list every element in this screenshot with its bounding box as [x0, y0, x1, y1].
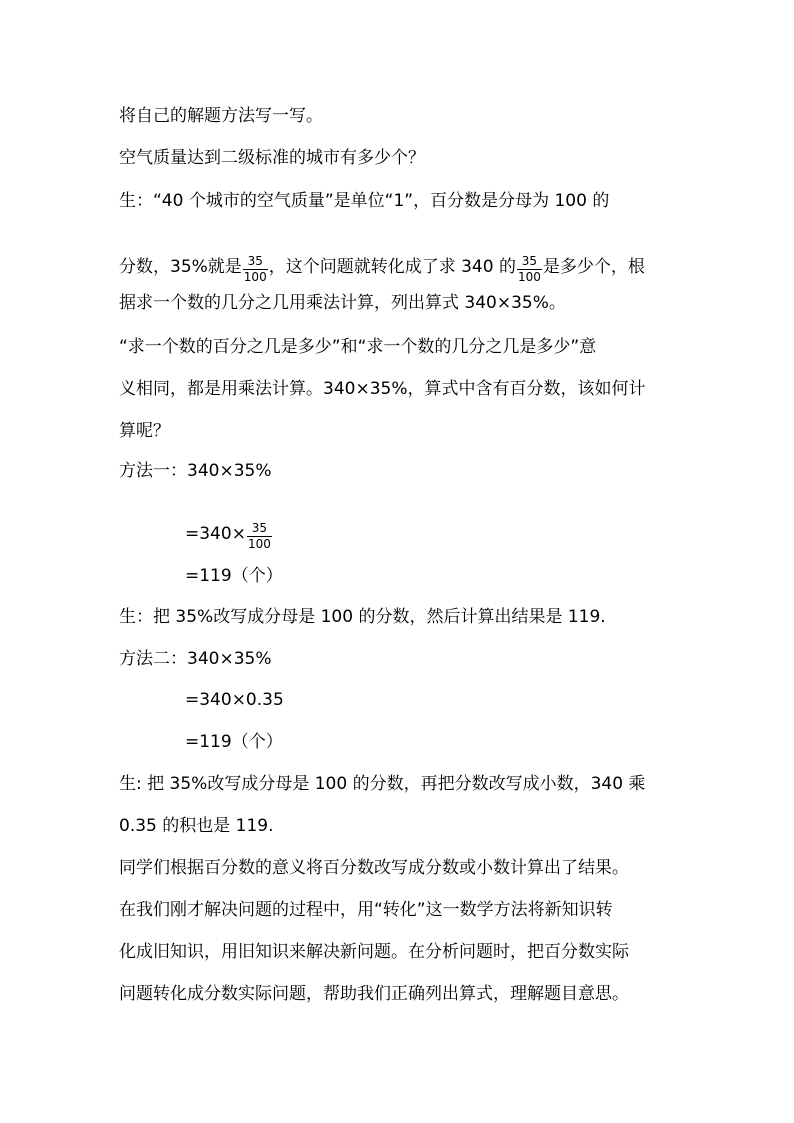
paragraph-line: 生: 把 35%改写成分母是 100 的分数，再把分数改写成小数，340 乘 — [119, 774, 646, 794]
fraction — [517, 255, 542, 284]
equation-step: =340×0.35 — [185, 690, 284, 710]
paragraph-line: 0.35 的积也是 119. — [119, 816, 274, 836]
fraction-denominator: 100 — [517, 270, 541, 284]
fraction-denominator: 100 — [243, 270, 267, 284]
fraction-numerator: 35 — [247, 522, 272, 537]
paragraph-line: 生：“40 个城市的空气质量”是单位“1”，百分数是分母为 100 的 — [119, 191, 610, 211]
paragraph-line: 化成旧知识，用旧知识来解决新问题。在分析问题时，把百分数实际 — [119, 942, 629, 962]
text-segment: ，这个问题就转化成了求 340 的 — [268, 257, 516, 277]
paragraph-line: 同学们根据百分数的意义将百分数改写成分数或小数计算出了结果。 — [119, 858, 629, 878]
paragraph-line: 算呢？ — [119, 421, 170, 441]
text-segment: 是多少个，根 — [542, 257, 645, 277]
paragraph-line: 问题转化成分数实际问题，帮助我们正确列出算式，理解题目意思。 — [119, 984, 629, 1004]
fraction-numerator: 35 — [517, 255, 542, 270]
method-two-heading: 方法二：340×35% — [119, 649, 272, 669]
equation-step: =119（个） — [185, 566, 283, 586]
paragraph-line: “求一个数的百分之几是多少”和“求一个数的几分之几是多少”意 — [119, 337, 597, 357]
text-segment: 分数，35%就是 — [119, 257, 242, 277]
fraction — [247, 522, 272, 551]
paragraph-line: 将自己的解题方法写一写。 — [119, 106, 323, 126]
paragraph-line: 生：把 35%改写成分母是 100 的分数，然后计算出结果是 119. — [119, 607, 606, 627]
paragraph-line: 据求一个数的几分之几用乘法计算，列出算式 340×35%。 — [119, 293, 566, 313]
fraction-numerator: 35 — [243, 255, 268, 270]
fraction-denominator: 100 — [247, 537, 271, 551]
text-segment: =340× — [185, 524, 246, 544]
paragraph-line: 在我们刚才解决问题的过程中，用“转化”这一数学方法将新知识转 — [119, 900, 613, 920]
equation-step — [185, 522, 273, 551]
paragraph-line: 空气质量达到二级标准的城市有多少个？ — [119, 148, 425, 168]
method-one-heading: 方法一：340×35% — [119, 461, 272, 481]
paragraph-line-with-fractions — [119, 255, 645, 284]
equation-step: =119（个） — [185, 732, 283, 752]
paragraph-line: 义相同，都是用乘法计算。340×35%，算式中含有百分数，该如何计 — [119, 379, 646, 399]
fraction — [243, 255, 268, 284]
